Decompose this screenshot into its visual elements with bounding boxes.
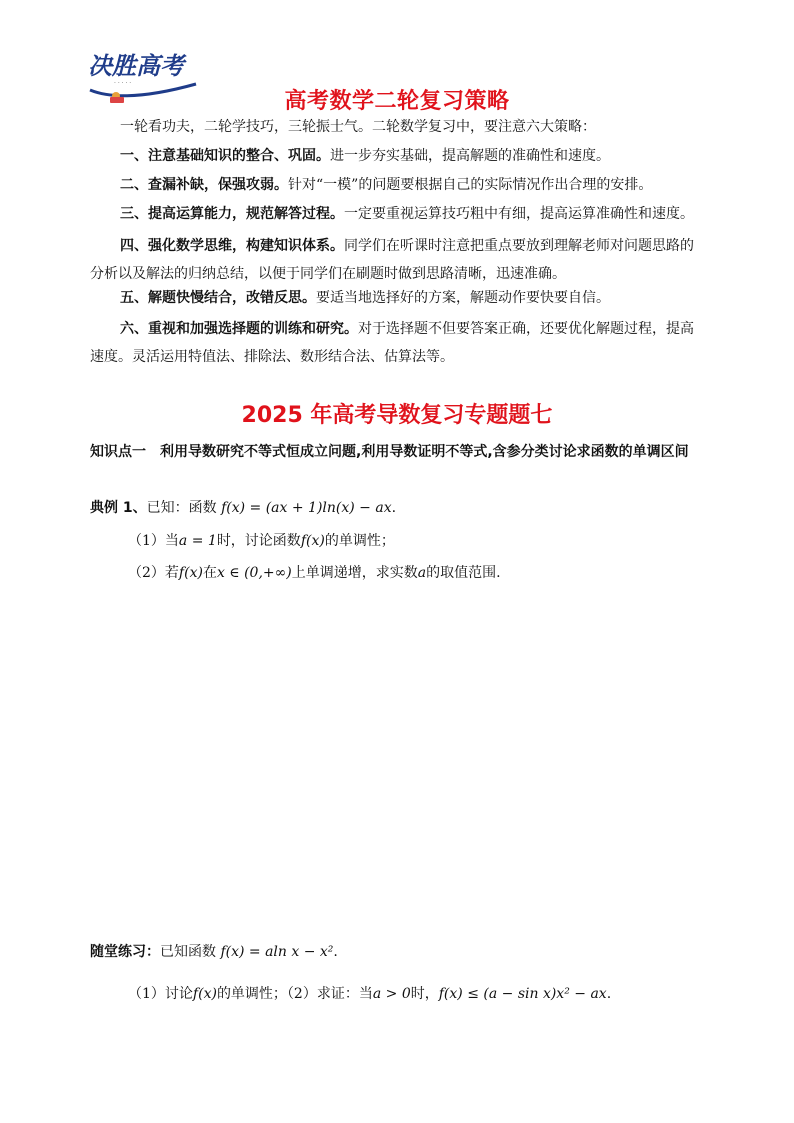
q2-condition: x ∈ (0,+∞) — [216, 565, 292, 581]
strategy-item-4-bold: 四、强化数学思维，构建知识体系。 — [120, 238, 344, 254]
svg-text:· · · · ·: · · · · · — [114, 80, 132, 87]
pq2-prefix: （2）求证：当 — [286, 986, 373, 1002]
pq1-suffix: 的单调性； — [216, 986, 287, 1002]
q2-function: f(x) — [178, 565, 203, 581]
strategy-item-6 — [90, 315, 706, 371]
strategy-item-2-bold: 二、查漏补缺，保强攻弱。 — [120, 177, 288, 193]
practice-label: 随堂练习： — [90, 944, 160, 960]
strategy-item-1 — [120, 146, 610, 166]
strategy-item-5-bold: 五、解题快慢结合，改错反思。 — [120, 290, 316, 306]
strategy-item-1-text: 进一步夯实基础，提高解题的准确性和速度。 — [330, 148, 610, 164]
strategy-item-4-text: 同学们在听课时注意把重点要放到理解老师对问题思路的分析以及解法的归纳总结，以便于同学们在刷题时做到思路清晰，迅速准确。 — [90, 238, 694, 282]
pq2-mid: 时， — [410, 986, 439, 1002]
strategy-item-3-text: 一定要重视运算技巧粗中有细，提高运算准确性和速度。 — [344, 206, 694, 222]
logo-text: 决胜高考 — [88, 52, 184, 80]
example-label: 典例 1、 — [90, 500, 147, 516]
q1-suffix: 的单调性； — [324, 533, 395, 549]
strategy-item-5 — [120, 288, 610, 308]
example-stem-text: 已知：函数 — [146, 500, 217, 516]
pq2-inequality: f(x) ≤ (a − sin x)x² − ax — [438, 986, 607, 1002]
strategy-item-3-bold: 三、提高运算能力，规范解答过程。 — [120, 206, 344, 222]
q2-prefix: （2）若 — [128, 565, 179, 581]
strategy-item-2-text: 针对“一模”的问题要根据自己的实际情况作出合理的安排。 — [288, 177, 653, 193]
practice-stem: 随堂练习：已知函数 f(x) = aln x − x². — [90, 944, 338, 960]
strategy-title: 高考数学二轮复习策略 — [284, 89, 510, 114]
q2-mid: 在 — [202, 565, 217, 581]
q1-prefix: （1）当 — [128, 533, 179, 549]
strategy-item-6-text: 对于选择题不但要答案正确，还要优化解题过程，提高速度。灵活运用特值法、排除法、数形结合法、估算法等。 — [90, 321, 694, 365]
strategy-item-2 — [120, 175, 652, 195]
strategy-intro: 一轮看功夫，二轮学技巧，三轮振士气。二轮数学复习中，要注意六大策略： — [120, 119, 596, 135]
strategy-item-5-text: 要适当地选择好的方案，解题动作要快要自信。 — [316, 290, 610, 306]
example-formula: f(x) = (ax + 1)ln(x) − ax — [221, 500, 392, 516]
strategy-item-3 — [120, 204, 694, 224]
strategy-item-1-bold: 一、注意基础知识的整合、巩固。 — [120, 148, 330, 164]
q2-suffix-1: 上单调递增，求实数 — [291, 565, 418, 581]
q2-variable: a — [417, 565, 427, 581]
example-question-1 — [128, 531, 395, 551]
pq1-function: f(x) — [192, 986, 217, 1002]
q1-condition: a = 1 — [178, 533, 217, 549]
practice-stem-text: 已知函数 — [160, 944, 216, 960]
strategy-item-4 — [90, 232, 706, 288]
practice-questions: （1）讨论f(x)的单调性；（2）求证：当a > 0时，f(x) ≤ (a − sin x)x² − ax. — [128, 986, 612, 1002]
topic-title: 2025 年高考导数复习专题题七 — [241, 403, 553, 428]
example-question-2 — [128, 563, 501, 583]
example-stem: 典例 1、已知：函数 f(x) = (ax + 1)ln(x) − ax. — [90, 500, 397, 516]
q2-suffix-2: 的取值范围. — [426, 565, 501, 581]
pq1-prefix: （1）讨论 — [128, 986, 193, 1002]
knowledge-point — [90, 438, 706, 466]
practice-formula: f(x) = aln x − x² — [220, 944, 334, 960]
pq2-condition: a > 0 — [372, 986, 411, 1002]
q1-function: f(x) — [300, 533, 325, 549]
knowledge-text: 利用导数研究不等式恒成立问题,利用导数证明不等式,含参分类讨论求函数的单调区间 — [160, 444, 689, 460]
knowledge-label: 知识点一 — [90, 444, 146, 460]
strategy-item-6-bold: 六、重视和加强选择题的训练和研究。 — [120, 321, 358, 337]
q1-mid: 时，讨论函数 — [216, 533, 301, 549]
